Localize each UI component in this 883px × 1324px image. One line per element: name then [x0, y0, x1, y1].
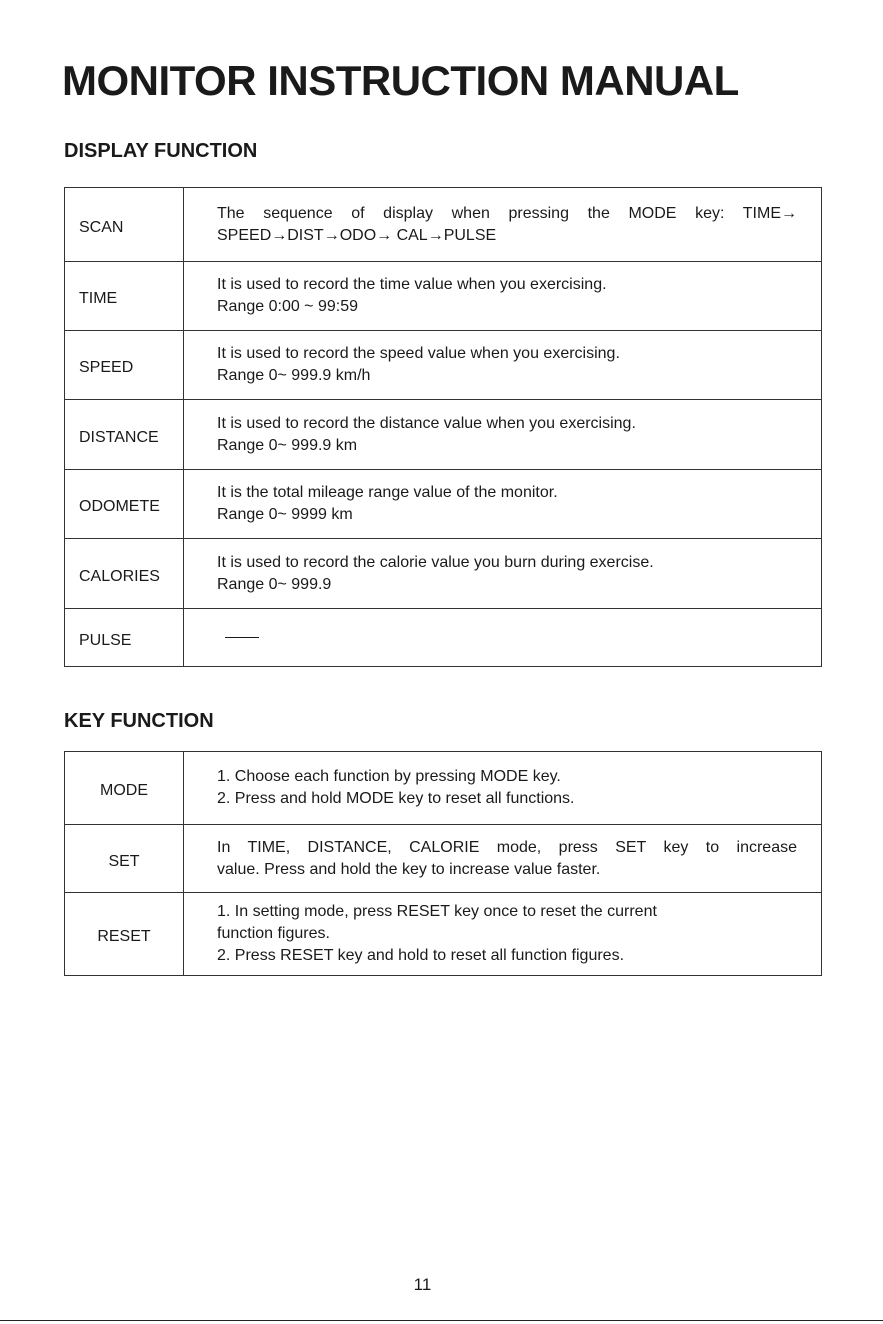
table-row-calories [65, 539, 822, 609]
row-label: SET [65, 825, 184, 893]
table-row-scan [65, 188, 822, 262]
row-description [184, 262, 822, 331]
row-description [184, 539, 822, 609]
description-line: 1. Choose each function by pressing MODE key. [217, 768, 561, 785]
key-function-heading: KEY FUNCTION [64, 710, 214, 732]
bottom-divider [0, 1320, 883, 1321]
description-line: The sequence of display when pressing the MODE key: TIME→ [217, 204, 797, 222]
row-label: RESET [65, 893, 184, 976]
row-label: CALORIES [65, 539, 184, 609]
table-row-mode [65, 752, 822, 825]
row-label: SCAN [65, 188, 184, 262]
description-line: It is used to record the time value when you exercising. [217, 276, 607, 293]
row-label: SPEED [65, 331, 184, 400]
table-row-set [65, 825, 822, 893]
description-line: Range 0~ 999.9 km/h [217, 367, 371, 384]
row-label: ODOMETE [65, 470, 184, 539]
description-line: It is the total mileage range value of the monitor. [217, 484, 558, 501]
description-line: It is used to record the distance value when you exercising. [217, 414, 636, 432]
page-number: 11 [413, 1275, 432, 1294]
row-description [184, 609, 822, 667]
description-line: Range 0~ 9999 km [217, 506, 353, 523]
description-line: Range 0:00 ~ 99:59 [217, 298, 359, 315]
description-line: Range 0~ 999.9 [217, 575, 332, 593]
description-line: 2. Press and hold MODE key to reset all functions. [217, 790, 575, 807]
row-label: PULSE [65, 609, 184, 667]
description-line: 1. In setting mode, press RESET key once to reset the current [217, 903, 657, 920]
description-line: It is used to record the calorie value you burn during exercise. [217, 553, 654, 571]
not-applicable-dash [225, 637, 259, 638]
row-description [184, 188, 822, 262]
description-line: 2. Press RESET key and hold to reset all function figures. [217, 947, 625, 964]
row-description [184, 825, 822, 893]
row-description [184, 400, 822, 470]
row-description [184, 470, 822, 539]
display-function-table [64, 187, 822, 667]
table-row-reset [65, 893, 822, 976]
table-row-pulse [65, 609, 822, 667]
key-function-table [64, 751, 822, 976]
table-row-odometer [65, 470, 822, 539]
table-row-time [65, 262, 822, 331]
table-row-distance [65, 400, 822, 470]
row-label: DISTANCE [65, 400, 184, 470]
row-description [184, 331, 822, 400]
table-row-speed [65, 331, 822, 400]
description-line: SPEED→DIST→ODO→ CAL→PULSE [217, 226, 497, 244]
description-line: In TIME, DISTANCE, CALORIE mode, press SET key to increase [217, 838, 797, 856]
row-description [184, 893, 822, 976]
description-line: value. Press and hold the key to increase value faster. [217, 860, 601, 878]
description-line: function figures. [217, 925, 330, 942]
row-description [184, 752, 822, 825]
row-label: MODE [65, 752, 184, 825]
page-title: MONITOR INSTRUCTION MANUAL [62, 57, 739, 104]
description-line: It is used to record the speed value when you exercising. [217, 345, 620, 362]
display-function-heading: DISPLAY FUNCTION [64, 140, 258, 162]
row-label: TIME [65, 262, 184, 331]
description-line: Range 0~ 999.9 km [217, 436, 358, 454]
